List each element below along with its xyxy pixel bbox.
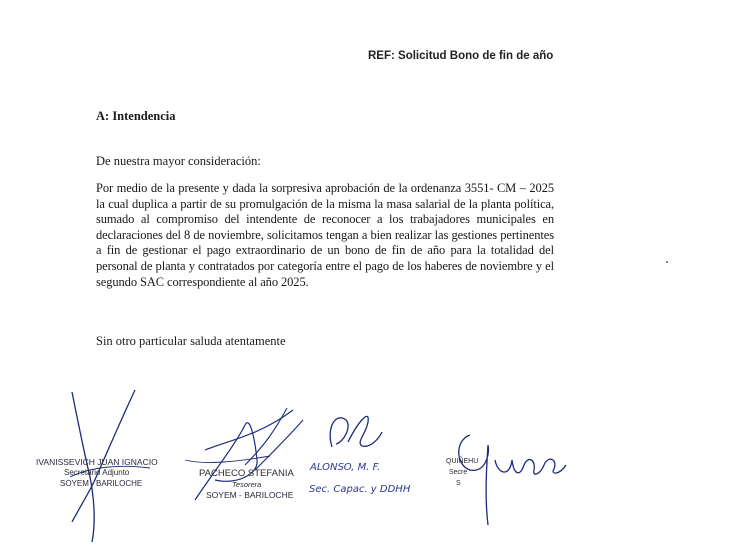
signatory-1-role: Secretario Adjunto [64,468,130,477]
signature-scribble-2 [175,390,315,520]
signatory-2-org: SOYEM - BARILOCHE [206,490,294,500]
signatory-2-role: Tesorera [232,480,262,489]
signatory-1-name: IVANISSEVICH JUAN IGNACIO [36,457,158,467]
signatory-4-name: QUIÑEHU [446,458,479,465]
closing-line: Sin otro particular saluda atentamente [96,334,286,348]
signatory-4-org: S [456,480,461,487]
signatory-3-handwritten-title: Sec. Capac. y DDHH [309,484,411,495]
stray-mark [666,261,668,263]
reference-line: REF: Solicitud Bono de fin de año [368,50,554,62]
addressee: A: Intendencia [96,109,176,123]
letter-body: Por medio de la presente y dada la sorpresiva aprobación de la ordenanza 3551- CM – 2025 la cual duplica a partir de su promulgación de la misma la masa salarial de la planta política, sumado al compromiso del intendente de reconocer a los trabajadores municipales en declaraciones del 8 de noviembre, solicitamos tengan a bien realizar las gestiones pertinentes a fin de gestionar el pago extraordinario de un bono de fin de año para la totalidad del personal de planta y contratados por categoría entre el pago de los haberes de noviembre y el segundo SAC correspondiente al año 2025. [96,181,554,289]
signatory-4-role: Secre [449,469,468,476]
signatory-2-name: PACHECO STEFANIA [199,468,294,479]
signatures-area [0,380,730,547]
signatory-1-org: SOYEM - BARILOCHE [60,479,143,488]
greeting: De nuestra mayor consideración: [96,154,261,168]
signatory-3-handwritten-name: ALONSO, M. F. [310,462,381,473]
signature-scribble-3 [318,402,388,462]
